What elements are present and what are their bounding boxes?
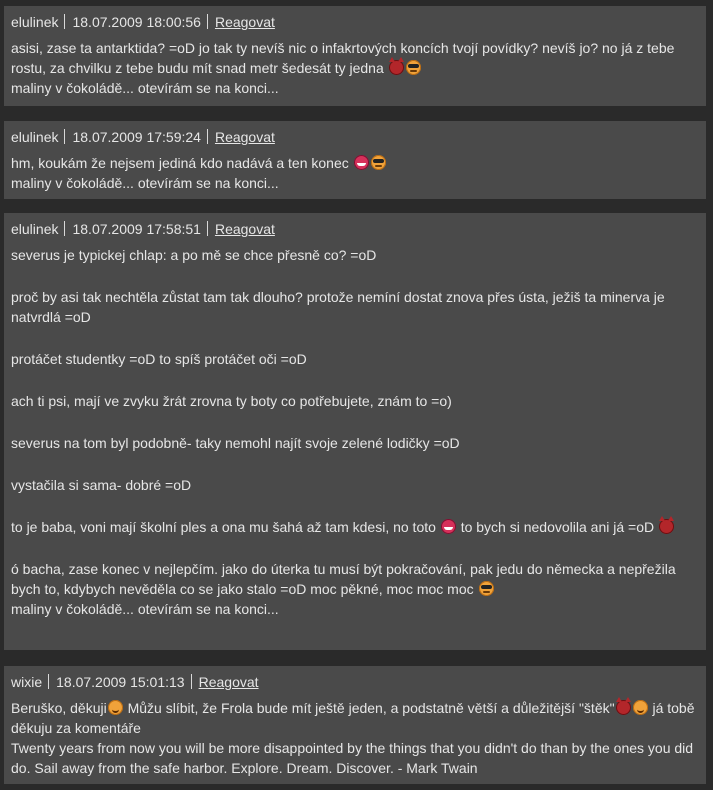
wink-smiley-icon (633, 700, 648, 715)
comment-paragraph: severus je typickej chlap: a po mě se chce přesně co? =oD (11, 247, 377, 263)
comment (4, 6, 706, 106)
divider (64, 221, 65, 236)
comment-signature: maliny v čokoládě... otevírám se na konci... (11, 175, 279, 191)
comment-text-part: hm, koukám že nejsem jediná kdo nadává a ten konec (11, 155, 349, 171)
cool-smiley-icon (406, 60, 421, 75)
comment-signature: Twenty years from now you will be more disappointed by the things that you didn't do than by the ones you did do. Sail away from the safe harbor. Explore. Dream. Discover. - Mark Twain (11, 740, 694, 776)
cool-smiley-icon (371, 155, 386, 170)
divider (64, 129, 65, 144)
divider (64, 14, 65, 29)
comment-date: 18.07.2009 15:01:13 (56, 674, 185, 690)
comment-author: elulinek (11, 221, 59, 237)
reply-link[interactable]: Reagovat (214, 14, 275, 30)
comment-paragraph: severus na tom byl podobně- taky nemohl najít svoje zelené lodičky =oD (11, 435, 460, 451)
comment-text-part: to bych si nedovolila ani já =oD (460, 519, 655, 535)
comment-text-part: Můžu slíbit, že Frola bude mít ještě jeden, a podstatně větší a důležitější "štěk" (127, 700, 615, 716)
comment-header (11, 672, 700, 694)
comment-signature: maliny v čokoládě... otevírám se na konci... (11, 80, 279, 96)
grin-smiley-icon (354, 155, 369, 170)
cool-smiley-icon (479, 581, 494, 596)
comment-text (11, 698, 700, 738)
divider (191, 674, 192, 689)
comment-header (11, 12, 700, 34)
comment-date: 18.07.2009 18:00:56 (72, 14, 201, 30)
reply-link[interactable]: Reagovat (198, 674, 259, 690)
comment-date: 18.07.2009 17:59:24 (72, 129, 201, 145)
comment-paragraph (11, 559, 700, 599)
comment-text (11, 38, 700, 78)
grin-smiley-icon (441, 519, 456, 534)
comment-text-part: já tobě děkuju za komentáře (11, 700, 695, 736)
comment (4, 121, 706, 199)
comment-text-part: Beruško, děkuji (11, 700, 107, 716)
comment-header (11, 127, 700, 149)
comment-author: wixie (11, 674, 43, 690)
comment-paragraph: protáčet studentky =oD to spíš protáčet oči =oD (11, 351, 307, 367)
comment-text-part: to je baba, voni mají školní ples a ona mu šahá až tam kdesi, no toto (11, 519, 436, 535)
divider (207, 14, 208, 29)
comment-paragraph: proč by asi tak nechtěla zůstat tam tak dlouho? protože nemíní dostat znova přes ústa, ježiš ta minerva je natvrdlá =oD (11, 289, 665, 325)
comment (4, 213, 706, 650)
reply-link[interactable]: Reagovat (214, 129, 275, 145)
comment-signature: maliny v čokoládě... otevírám se na konci... (11, 601, 279, 617)
comment-paragraph (11, 517, 700, 537)
comment-date: 18.07.2009 17:58:51 (72, 221, 201, 237)
comment-paragraph: vystačila si sama- dobré =oD (11, 477, 192, 493)
comment (4, 666, 706, 784)
comment-header (11, 219, 700, 241)
reply-link[interactable]: Reagovat (214, 221, 275, 237)
comment-text-part: ó bacha, zase konec v nejlepčím. jako do úterka tu musí být pokračování, pak jedu do německa a nepřežila bych to, kdybych nevěděla co se jako stalo =oD moc pěkné, moc moc moc (11, 561, 676, 597)
divider (207, 221, 208, 236)
divider (207, 129, 208, 144)
comment-text-part: asisi, zase ta antarktida? =oD jo tak ty nevíš nic o infakrtových koncích tvojí povídky? nevíš jo? no já z tebe rostu, za chvilku z tebe budu mít snad metr šedesát ty jedna (11, 40, 675, 76)
wink-smiley-icon (108, 700, 123, 715)
comment-paragraph: ach ti psi, mají ve zvyku žrát zrovna ty boty co potřebujete, znám to =o) (11, 393, 452, 409)
divider (48, 674, 49, 689)
comment-author: elulinek (11, 129, 59, 145)
devil-smiley-icon (616, 700, 631, 715)
comment-text (11, 153, 700, 173)
devil-smiley-icon (389, 60, 404, 75)
comment-author: elulinek (11, 14, 59, 30)
devil-smiley-icon (659, 519, 674, 534)
